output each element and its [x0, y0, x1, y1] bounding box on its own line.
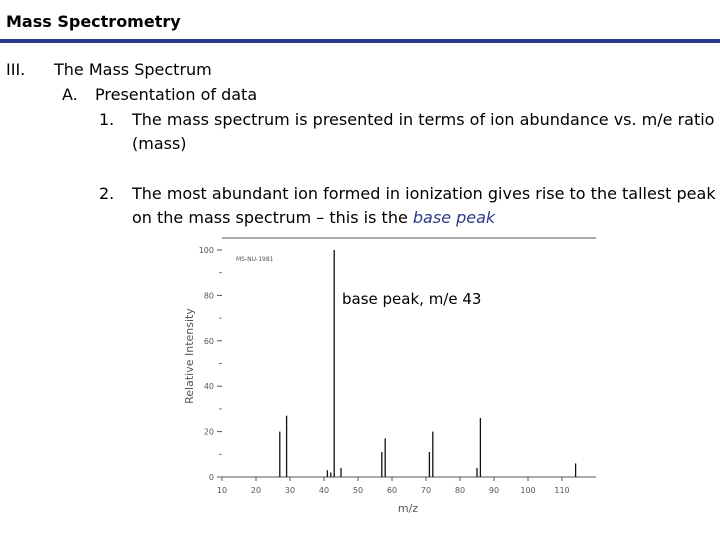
y-tick-label: 0 [208, 473, 214, 482]
outline-item2-line1: The most abundant ion formed in ionization gives rise to the tallest peak [132, 184, 716, 203]
outline-item2-number: 2. [99, 184, 115, 203]
y-axis-title: Relative Intensity [183, 308, 196, 404]
base-peak-term: base peak [412, 208, 496, 227]
y-tick-label: 100 [198, 246, 214, 255]
outline-item2-line2-pre: on the mass spectrum – this is the [132, 208, 413, 227]
outline-item1-line1: The mass spectrum is presented in terms of ion abundance vs. m/e ratio [132, 110, 715, 129]
spectrum-id-text: MS-NU-1981 [236, 256, 274, 263]
x-tick-label: 60 [386, 486, 398, 495]
y-tick-label: 60 [203, 336, 214, 346]
y-tick-label: 20 [203, 427, 214, 437]
outline-roman-numeral: III. [6, 60, 26, 79]
base-peak-annotation: base peak, m/e 43 [342, 290, 482, 308]
x-tick-label: 20 [250, 486, 262, 495]
x-tick-label: 80 [454, 486, 466, 495]
x-tick-label: 50 [352, 486, 364, 495]
x-tick-label: 90 [488, 486, 500, 495]
x-tick-label: 10 [216, 486, 228, 495]
x-axis-title: m/z [397, 502, 419, 515]
x-tick-label: 70 [420, 486, 432, 495]
outline-heading: The Mass Spectrum [54, 60, 212, 79]
x-tick-label: 110 [554, 486, 570, 495]
y-tick-label: 40 [203, 382, 214, 392]
outline-item1-number: 1. [99, 110, 115, 129]
outline-sub-text: Presentation of data [95, 85, 258, 104]
x-tick-label: 30 [284, 486, 296, 495]
y-tick-label: 80 [203, 291, 214, 301]
x-tick-label: 40 [318, 486, 330, 495]
x-tick-label: 100 [520, 486, 536, 495]
slide-title: Mass Spectrometry [6, 12, 181, 31]
outline-sub-label: A. [62, 85, 78, 104]
outline-item1-line2: (mass) [132, 134, 187, 153]
